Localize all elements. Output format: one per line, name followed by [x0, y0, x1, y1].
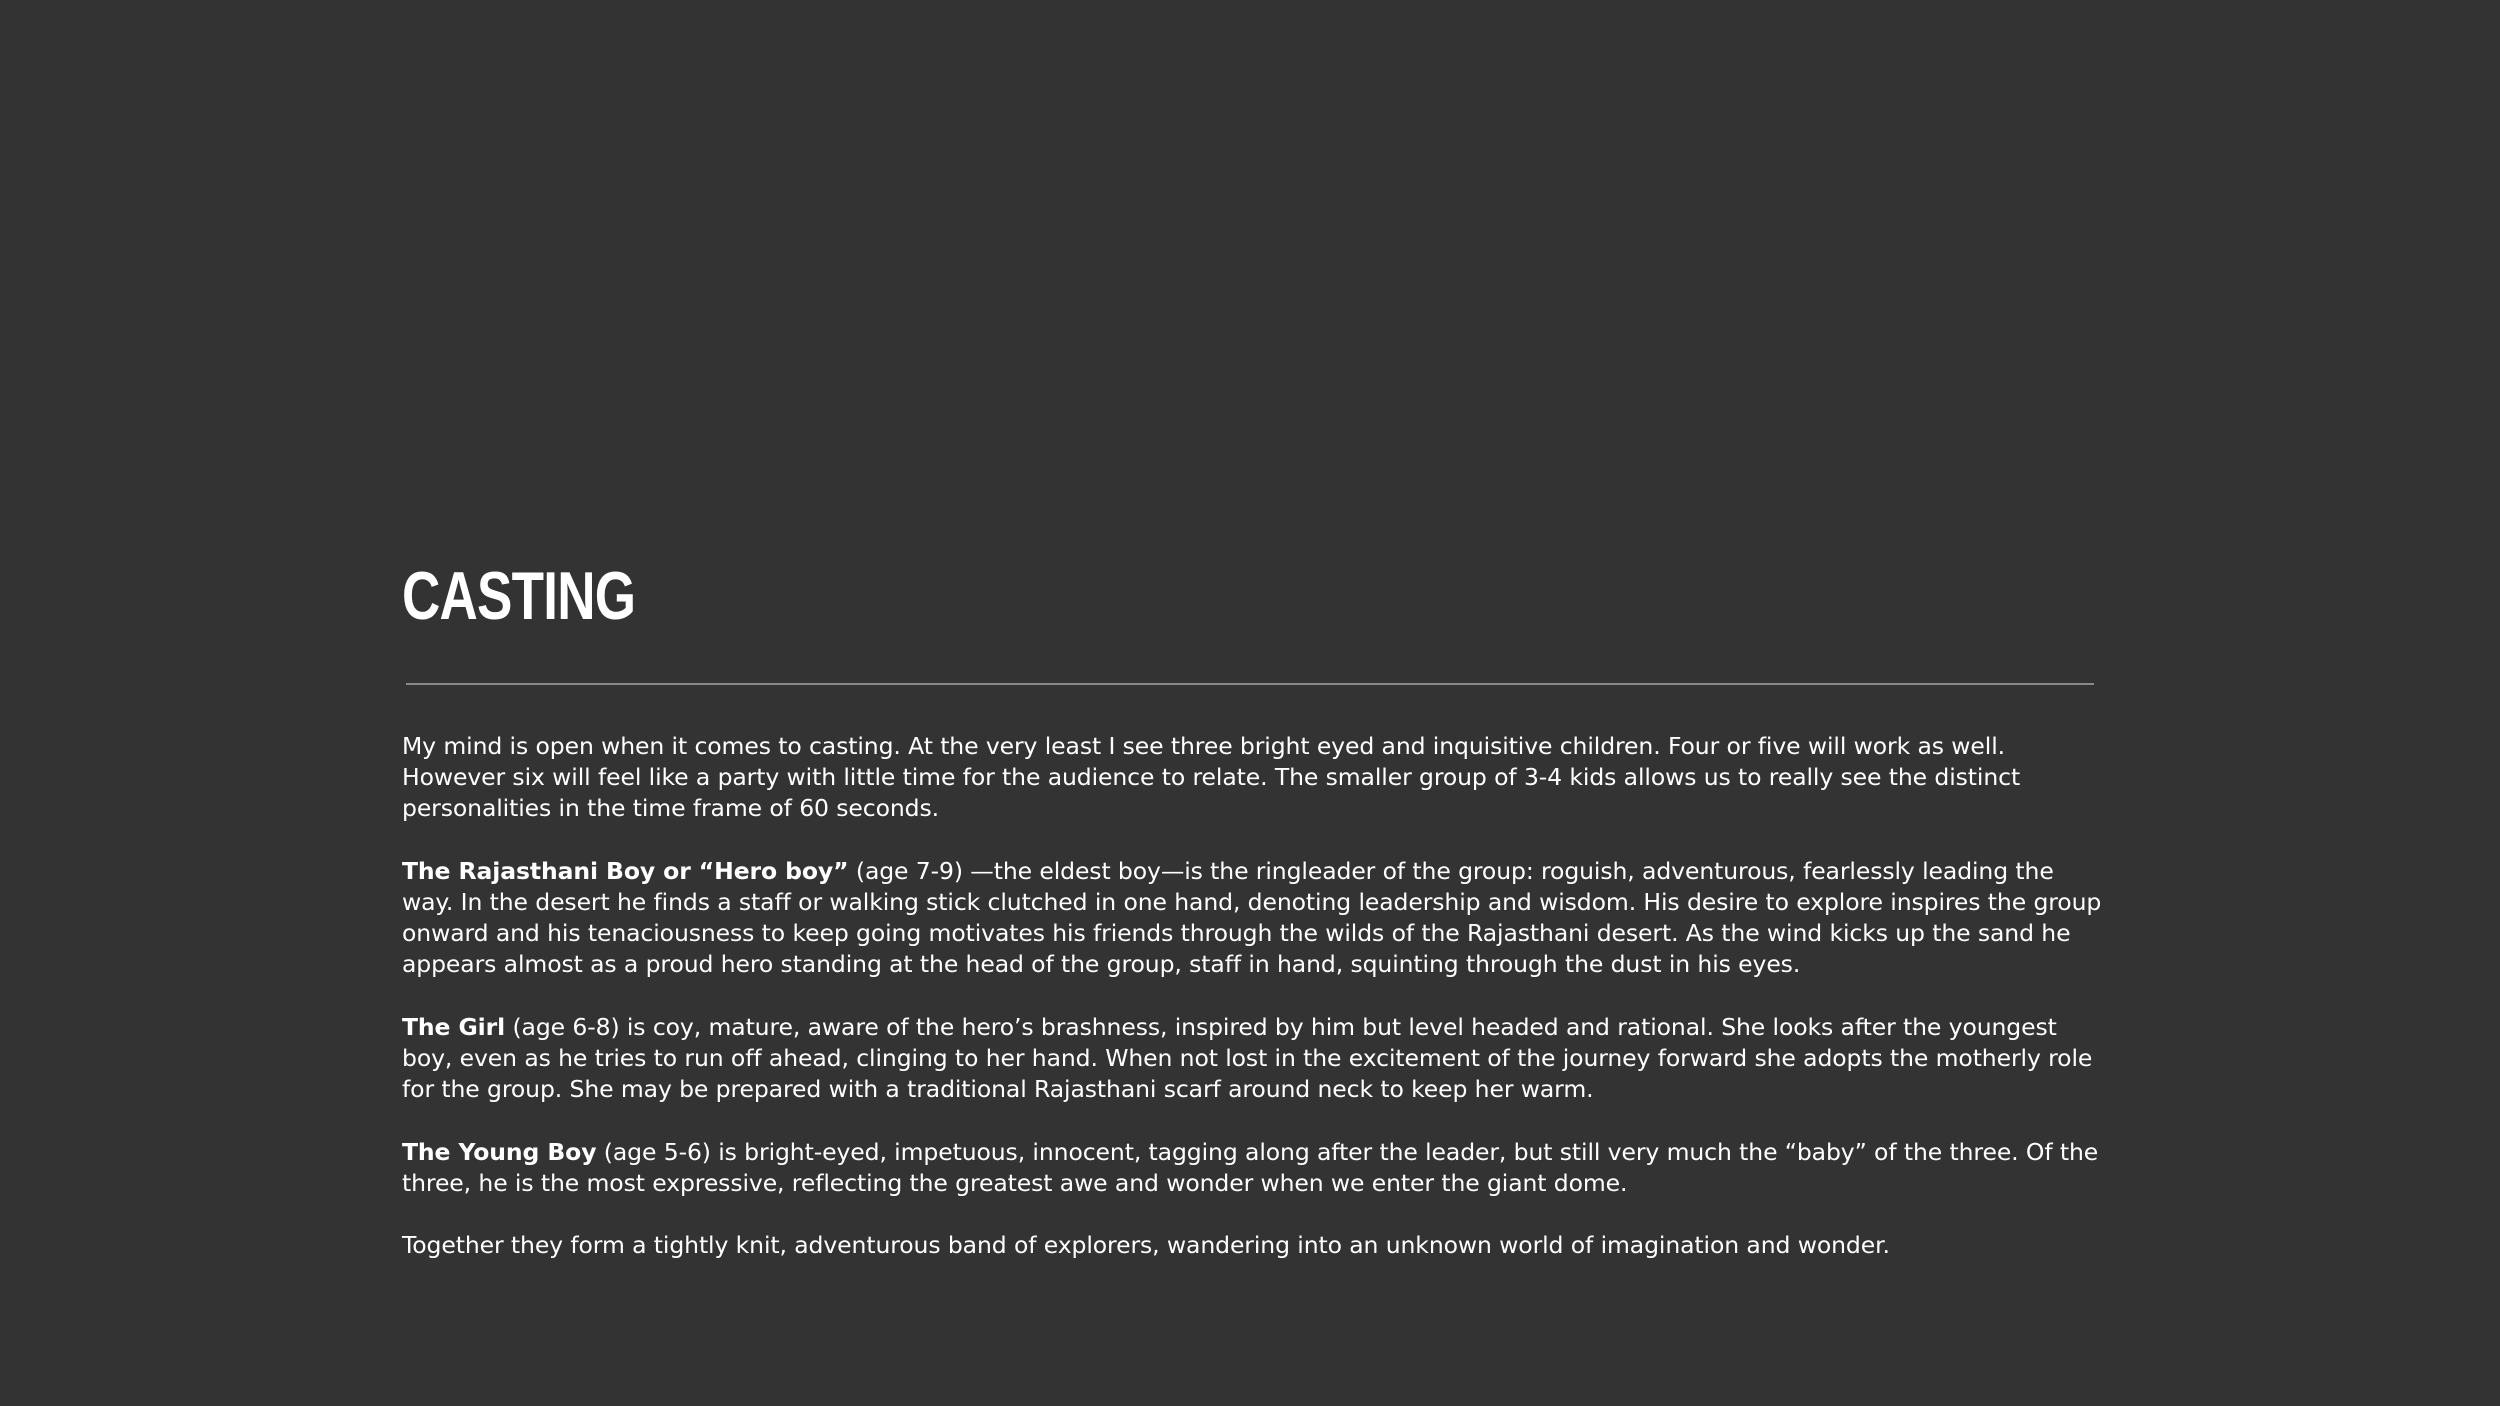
paragraph-young-boy — [402, 1137, 2102, 1199]
paragraph-girl — [402, 1012, 2102, 1106]
paragraph-hero-boy — [402, 856, 2102, 981]
paragraph-hero-boy-text: (age 7-9) —the eldest boy—is the ringleader of the group: roguish, adventurous, fearlessly leading the way. In the desert he finds a staff or walking stick clutched in one hand, denoting leadership and wisdom. His desire to explore inspires the group onward and his tenaciousness to keep going motivates his friends through the wilds of the Rajasthani desert. As the wind kicks up the sand he appears almost as a proud hero standing at the head of the group, staff in hand, squinting through the dust in his eyes. — [402, 856, 2102, 979]
paragraph-intro — [402, 731, 2102, 825]
slide-body — [402, 731, 2102, 1293]
character-name-girl: The Girl — [402, 1012, 506, 1041]
character-name-hero-boy: The Rajasthani Boy or “Hero boy” — [402, 856, 849, 885]
character-name-young-boy: The Young Boy — [402, 1137, 597, 1166]
paragraph-closing-text: Together they form a tightly knit, adventurous band of explorers, wandering into an unknown world of imagination and wonder. — [402, 1231, 1890, 1260]
paragraph-girl-text: (age 6-8) is coy, mature, aware of the hero’s brashness, inspired by him but level headed and rational. She looks after the youngest boy, even as he tries to run off ahead, clinging to her hand. When not lost in the excitement of the journey forward she adopts the motherly role for the group. She may be prepared with a traditional Rajasthani scarf around neck to keep her warm. — [402, 1012, 2093, 1104]
paragraph-young-boy-text: (age 5-6) is bright-eyed, impetuous, innocent, tagging along after the leader, but still very much the “baby” of the three. Of the three, he is the most expressive, reflecting the greatest awe and wonder when we enter the giant dome. — [402, 1137, 2099, 1197]
paragraph-closing — [402, 1230, 2102, 1261]
paragraph-intro-text: My mind is open when it comes to casting. At the very least I see three bright eyed and inquisitive children. Four or five will work as well. However six will feel like a party with little time for the audience to relate. The smaller group of 3-4 kids allows us to really see the distinct personalities in the time frame of 60 seconds. — [402, 732, 2021, 823]
slide-title: CASTING — [402, 558, 636, 634]
title-divider — [406, 683, 2094, 685]
